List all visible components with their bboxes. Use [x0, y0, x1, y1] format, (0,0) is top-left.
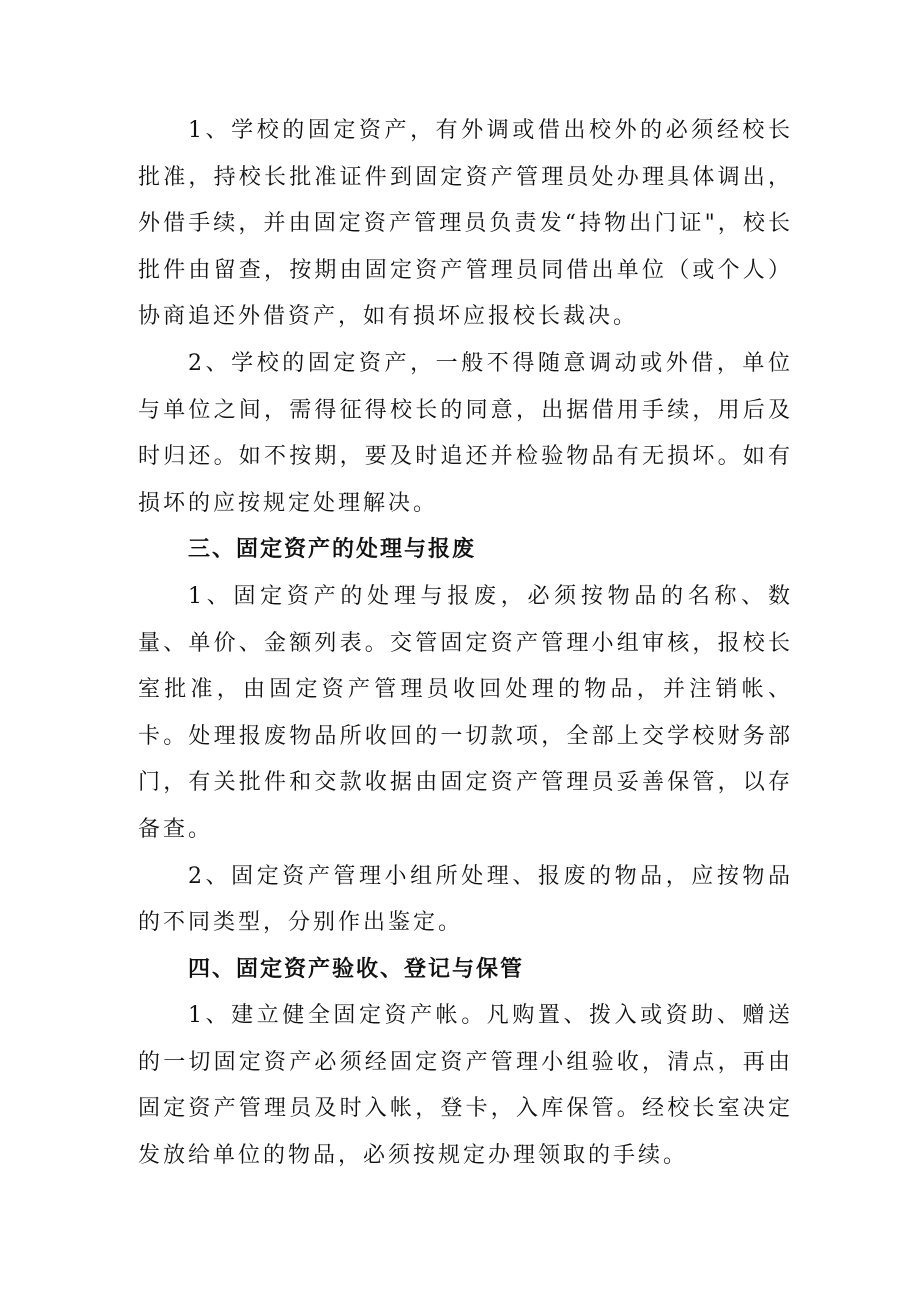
paragraph-registration-1: 1、建立健全固定资产帐。凡购置、拨入或资助、赠送的一切固定资产必须经固定资产管理小组验收，清点，再由固定资产管理员及时入帐，登卡，入库保管。经校长室决定发放给单位的物品，必须按规定办理领取的手续。	[138, 1003, 793, 1169]
section-heading-4: 四、固定资产验收、登记与保管	[188, 956, 525, 982]
paragraph-disposal-1: 1、固定资产的处理与报废，必须按物品的名称、数量、单价、金额列表。交管固定资产管理小组审核，报校长室批准，由固定资产管理员收回处理的物品，并注销帐、卡。处理报废物品所收回的一切款项，全部上交学校财务部门，有关批件和交款收据由固定资产管理员妥善保管，以存备查。	[138, 583, 793, 842]
paragraph-lending-1: 1、学校的固定资产，有外调或借出校外的必须经校长批准，持校长批准证件到固定资产管理员处办理具体调出，外借手续，并由固定资产管理员负责发“持物出门证"，校长批件由留查，按期由固定资产管理员同借出单位（或个人）协商追还外借资产，如有损坏应报校长裁决。	[138, 118, 793, 330]
section-heading-3: 三、固定资产的处理与报废	[188, 537, 477, 563]
paragraph-disposal-2: 2、固定资产管理小组所处理、报废的物品，应按物品的不同类型，分别作出鉴定。	[138, 863, 793, 936]
paragraph-lending-2: 2、学校的固定资产，一般不得随意调动或外借，单位与单位之间，需得征得校长的同意，出据借用手续，用后及时归还。如不按期，要及时追还并检验物品有无损坏。如有损坏的应按规定处理解决。	[138, 350, 793, 516]
document-body	[138, 108, 793, 1180]
